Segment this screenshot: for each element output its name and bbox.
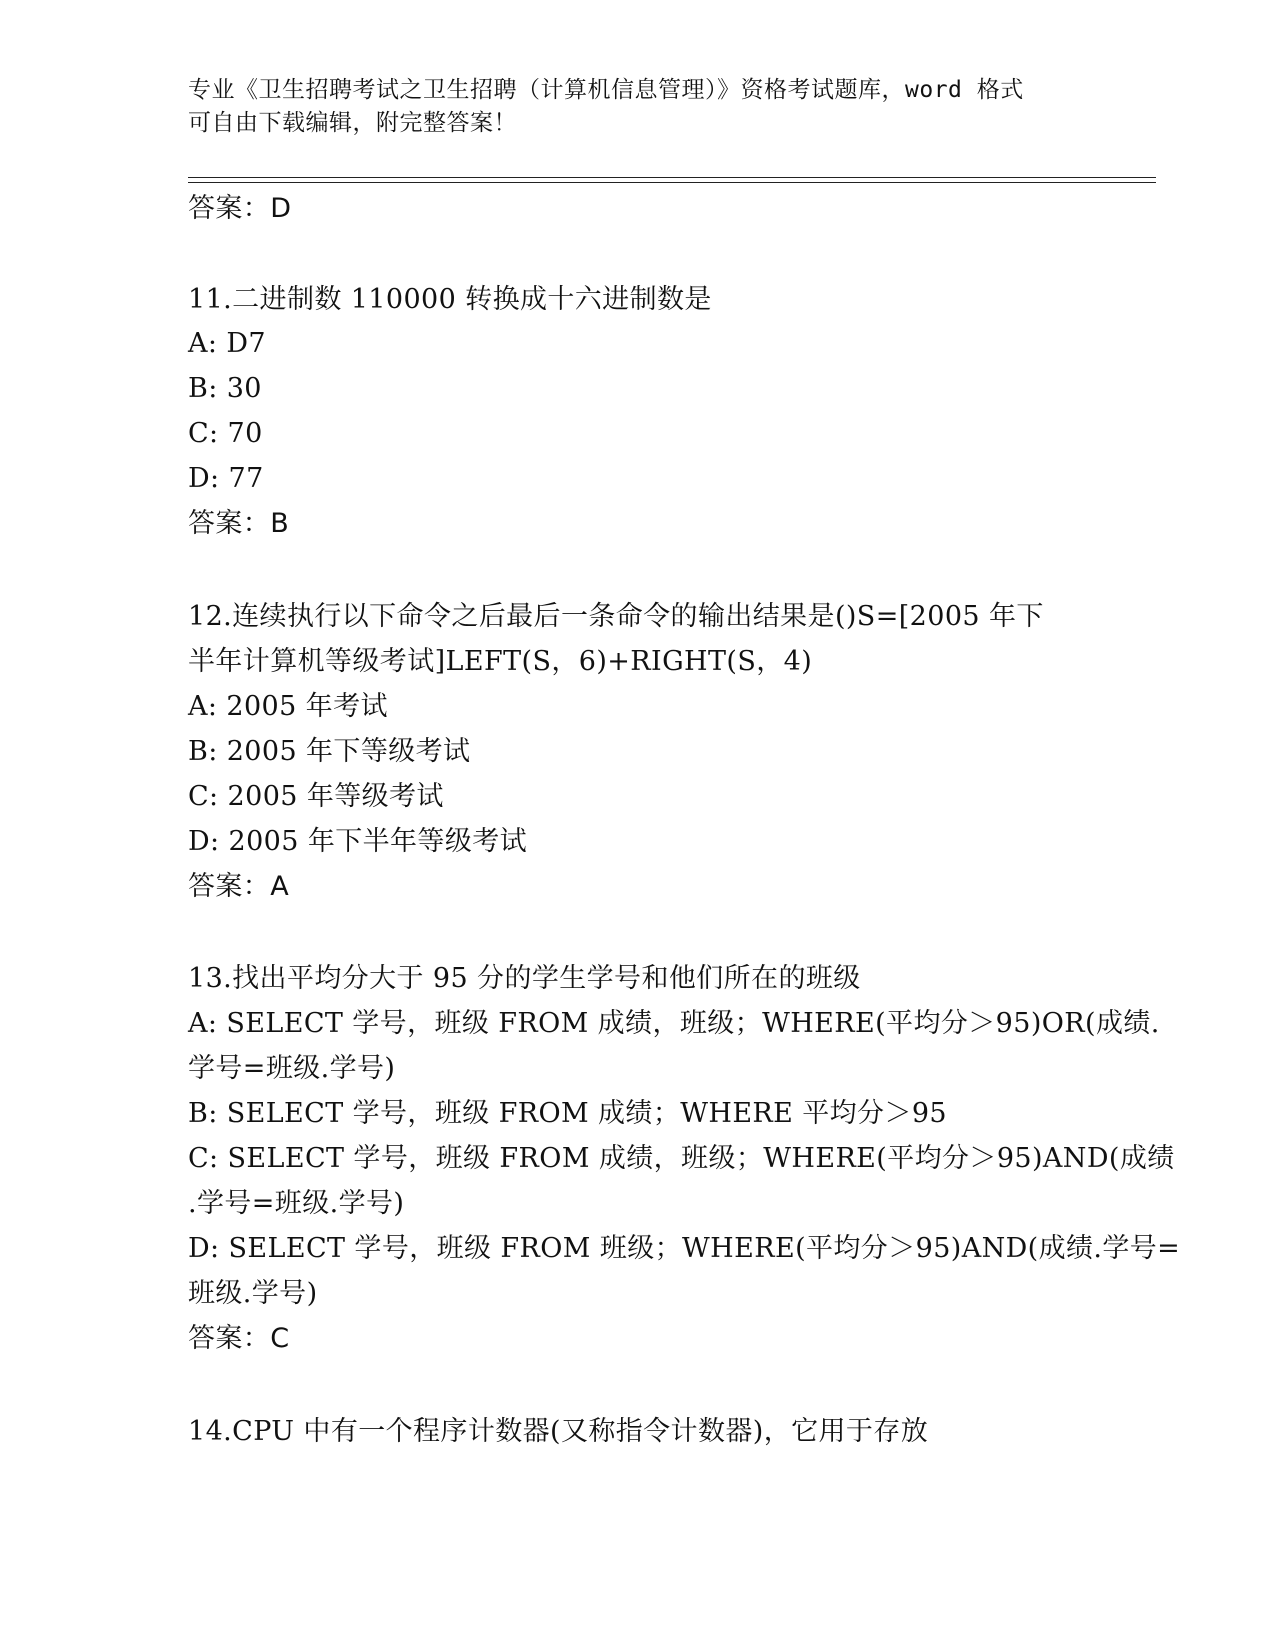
question-13-option-d-line-1: D: SELECT 学号，班级 FROM 班级；WHERE(平均分＞95)AND(成绩.学号= — [188, 1233, 1181, 1264]
question-11-option-d: D: 77 — [188, 463, 264, 494]
question-11-option-a: A: D7 — [188, 328, 267, 359]
previous-answer: 答案：D — [188, 193, 292, 224]
question-12-stem-line-1: 12.连续执行以下命令之后最后一条命令的输出结果是()S=[2005 年下 — [188, 601, 1044, 632]
header-divider-bottom — [188, 182, 1156, 183]
question-12-option-d: D: 2005 年下半年等级考试 — [188, 826, 528, 857]
question-13-option-d-line-2: 班级.学号) — [188, 1278, 318, 1309]
question-11-stem: 11.二进制数 110000 转换成十六进制数是 — [188, 284, 712, 315]
question-13-option-b: B: SELECT 学号，班级 FROM 成绩；WHERE 平均分＞95 — [188, 1098, 948, 1129]
question-11-answer: 答案：B — [188, 508, 290, 539]
header-line-2: 可自由下载编辑，附完整答案！ — [188, 110, 517, 136]
question-12-option-a: A: 2005 年考试 — [188, 691, 388, 722]
question-13-option-a-line-1: A: SELECT 学号，班级 FROM 成绩，班级；WHERE(平均分＞95)OR(成绩. — [188, 1008, 1160, 1039]
question-13-option-c-line-1: C: SELECT 学号，班级 FROM 成绩，班级；WHERE(平均分＞95)AND(成绩 — [188, 1143, 1175, 1174]
question-13-answer: 答案：C — [188, 1323, 290, 1354]
question-13-stem: 13.找出平均分大于 95 分的学生学号和他们所在的班级 — [188, 963, 861, 994]
question-11-option-c: C: 70 — [188, 418, 263, 449]
question-12-stem-line-2: 半年计算机等级考试]LEFT(S，6)+RIGHT(S，4) — [188, 646, 813, 677]
question-11-option-b: B: 30 — [188, 373, 262, 404]
question-12-option-c: C: 2005 年等级考试 — [188, 781, 444, 812]
header-line-1: 专业《卫生招聘考试之卫生招聘（计算机信息管理）》资格考试题库，word 格式 — [188, 77, 1024, 103]
question-13-option-c-line-2: .学号=班级.学号) — [188, 1188, 405, 1219]
question-12-answer: 答案：A — [188, 871, 290, 902]
question-13-option-a-line-2: 学号=班级.学号) — [188, 1053, 396, 1084]
document-header — [188, 74, 1088, 140]
question-12-option-b: B: 2005 年下等级考试 — [188, 736, 471, 767]
question-14-stem: 14.CPU 中有一个程序计数器(又称指令计数器)，它用于存放 — [188, 1416, 929, 1447]
header-divider-top — [188, 177, 1156, 178]
